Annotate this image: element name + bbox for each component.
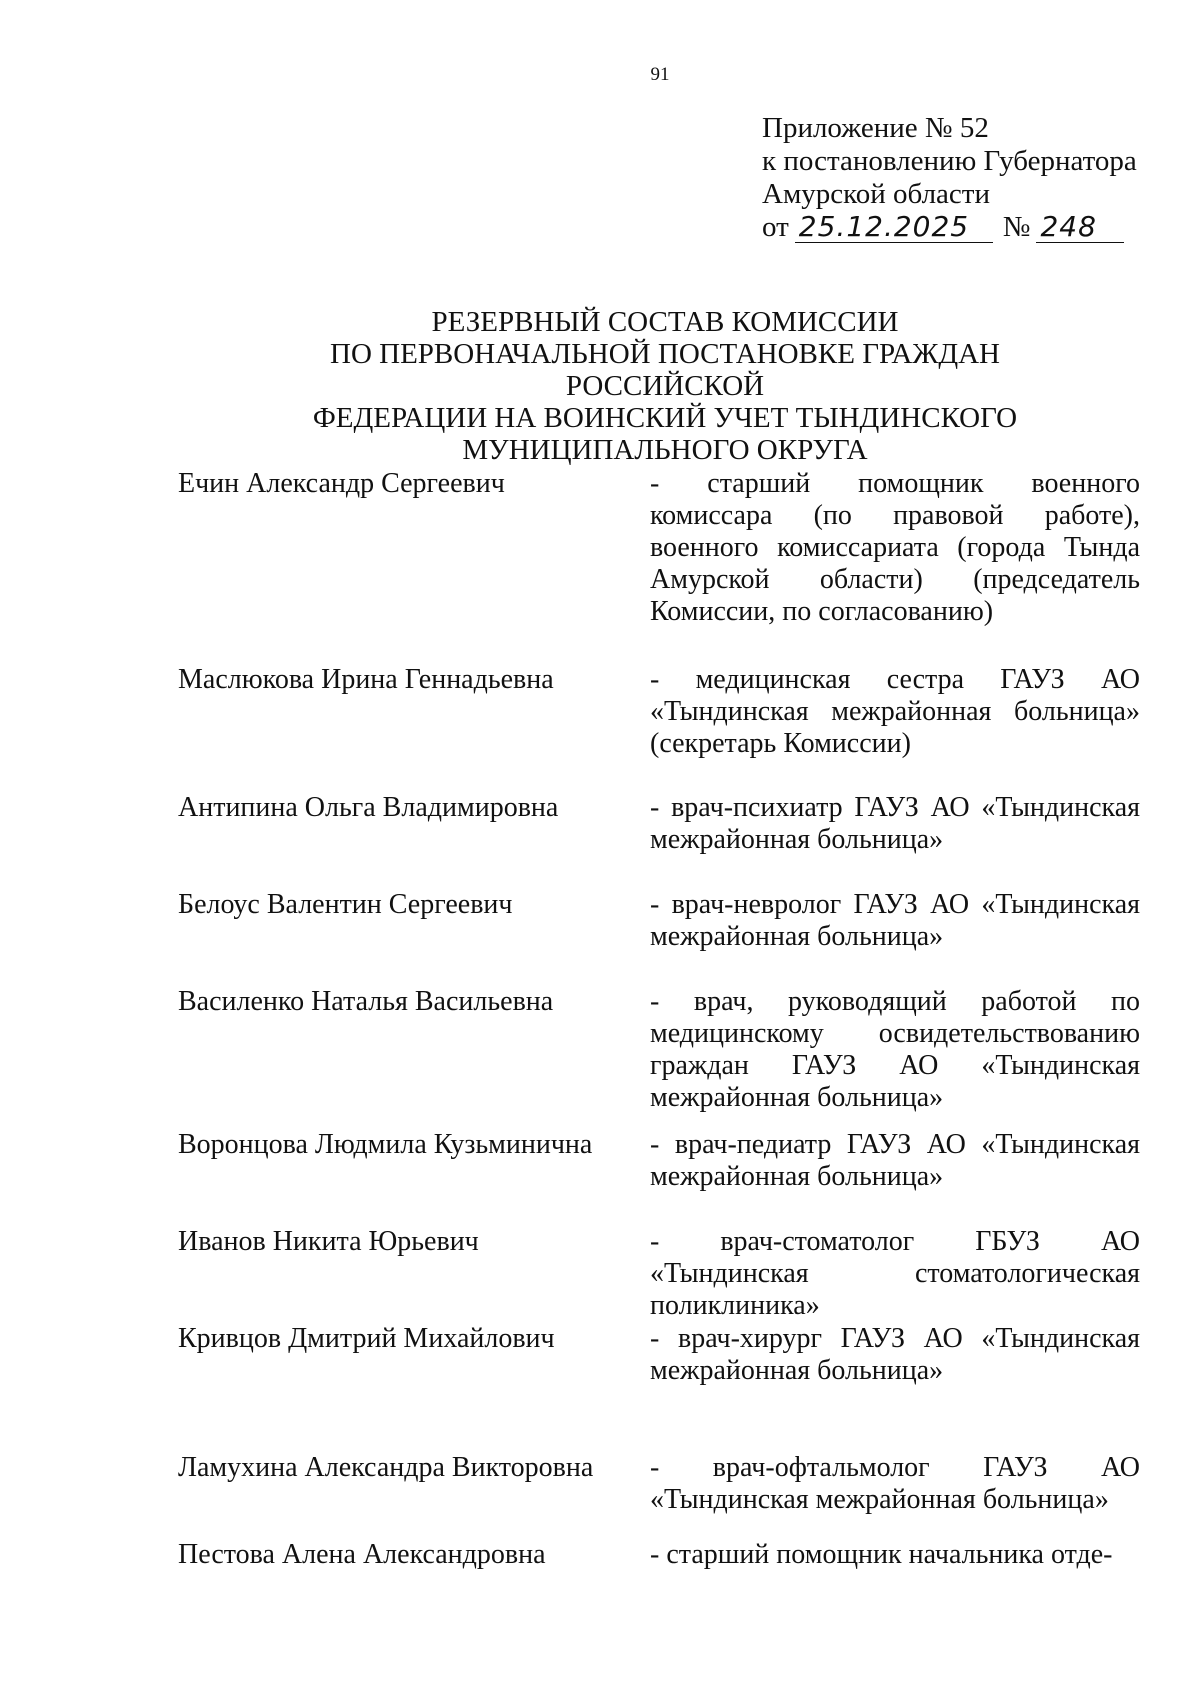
member-role: - врач-офтальмолог ГАУЗ АО «Тындинская межрайонная больница» <box>650 1452 1140 1515</box>
member-name: Антипина Ольга Владимировна <box>178 792 559 823</box>
member-row <box>178 1452 1140 1539</box>
member-name: Василенко Наталья Васильевна <box>178 986 554 1017</box>
member-name: Ламухина Александра Викторовна <box>178 1452 594 1483</box>
member-role: - врач-стоматолог ГБУЗ АО «Тындинская стоматологическая поликлиника» <box>650 1226 1140 1321</box>
member-row <box>178 889 1140 986</box>
member-row <box>178 1539 1140 1589</box>
appendix-block <box>762 112 1137 244</box>
member-role: - врач-невролог ГАУЗ АО «Тындинская межрайонная больница» <box>650 889 1140 952</box>
member-role: - старший помощник военного комиссара (по правовой работе), военного комиссариата (города Тында Амурской области) (председатель Комиссии, по согласованию) <box>650 468 1140 627</box>
member-role: - врач-психиатр ГАУЗ АО «Тындинская межрайонная больница» <box>650 792 1140 855</box>
member-role: - старший помощник начальника отде- <box>650 1539 1113 1570</box>
title-line-1: РЕЗЕРВНЫЙ СОСТАВ КОМИССИИ <box>431 306 899 338</box>
member-name: Пестова Алена Александровна <box>178 1539 546 1570</box>
member-name: Кривцов Дмитрий Михайлович <box>178 1323 555 1354</box>
title-line-2: ПО ПЕРВОНАЧАЛЬНОЙ ПОСТАНОВКЕ ГРАЖДАН РОССИЙСКОЙ <box>330 338 1000 402</box>
member-role: - врач, руководящий работой по медицинскому освидетельствованию граждан ГАУЗ АО «Тындинская межрайонная больница» <box>650 986 1140 1113</box>
member-row <box>178 1226 1140 1323</box>
member-row <box>178 1129 1140 1226</box>
member-row <box>178 664 1140 792</box>
member-row <box>178 986 1140 1129</box>
member-role: - врач-хирург ГАУЗ АО «Тындинская межрайонная больница» <box>650 1323 1140 1386</box>
member-row <box>178 792 1140 889</box>
title-line-4: МУНИЦИПАЛЬНОГО ОКРУГА <box>462 434 868 466</box>
from-label: от <box>762 211 789 243</box>
member-name: Иванов Никита Юрьевич <box>178 1226 479 1257</box>
appendix-number: Приложение № 52 <box>762 112 989 144</box>
member-row <box>178 1323 1140 1452</box>
decree-date-row <box>762 211 1137 244</box>
appendix-ref: к постановлению Губернатора <box>762 145 1137 177</box>
members-list <box>178 468 1140 1589</box>
member-role: - врач-педиатр ГАУЗ АО «Тындинская межрайонная больница» <box>650 1129 1140 1192</box>
document-title <box>230 306 1100 466</box>
member-row <box>178 468 1140 664</box>
member-name: Ечин Александр Сергеевич <box>178 468 505 499</box>
member-name: Белоус Валентин Сергеевич <box>178 889 513 920</box>
member-name: Маслюкова Ирина Геннадьевна <box>178 664 554 695</box>
title-line-3: ФЕДЕРАЦИИ НА ВОИНСКИЙ УЧЕТ ТЫНДИНСКОГО <box>312 402 1018 434</box>
appendix-region: Амурской области <box>762 178 990 210</box>
number-label: № <box>1002 211 1031 243</box>
member-role: - медицинская сестра ГАУЗ АО «Тындинская межрайонная больница» (секретарь Комиссии) <box>650 664 1140 759</box>
decree-number-handwritten: 248 <box>1036 212 1124 243</box>
decree-date-handwritten: 25.12.2025 <box>795 212 993 243</box>
page-number: 91 <box>650 64 670 85</box>
member-name: Воронцова Людмила Кузьминична <box>178 1129 593 1160</box>
